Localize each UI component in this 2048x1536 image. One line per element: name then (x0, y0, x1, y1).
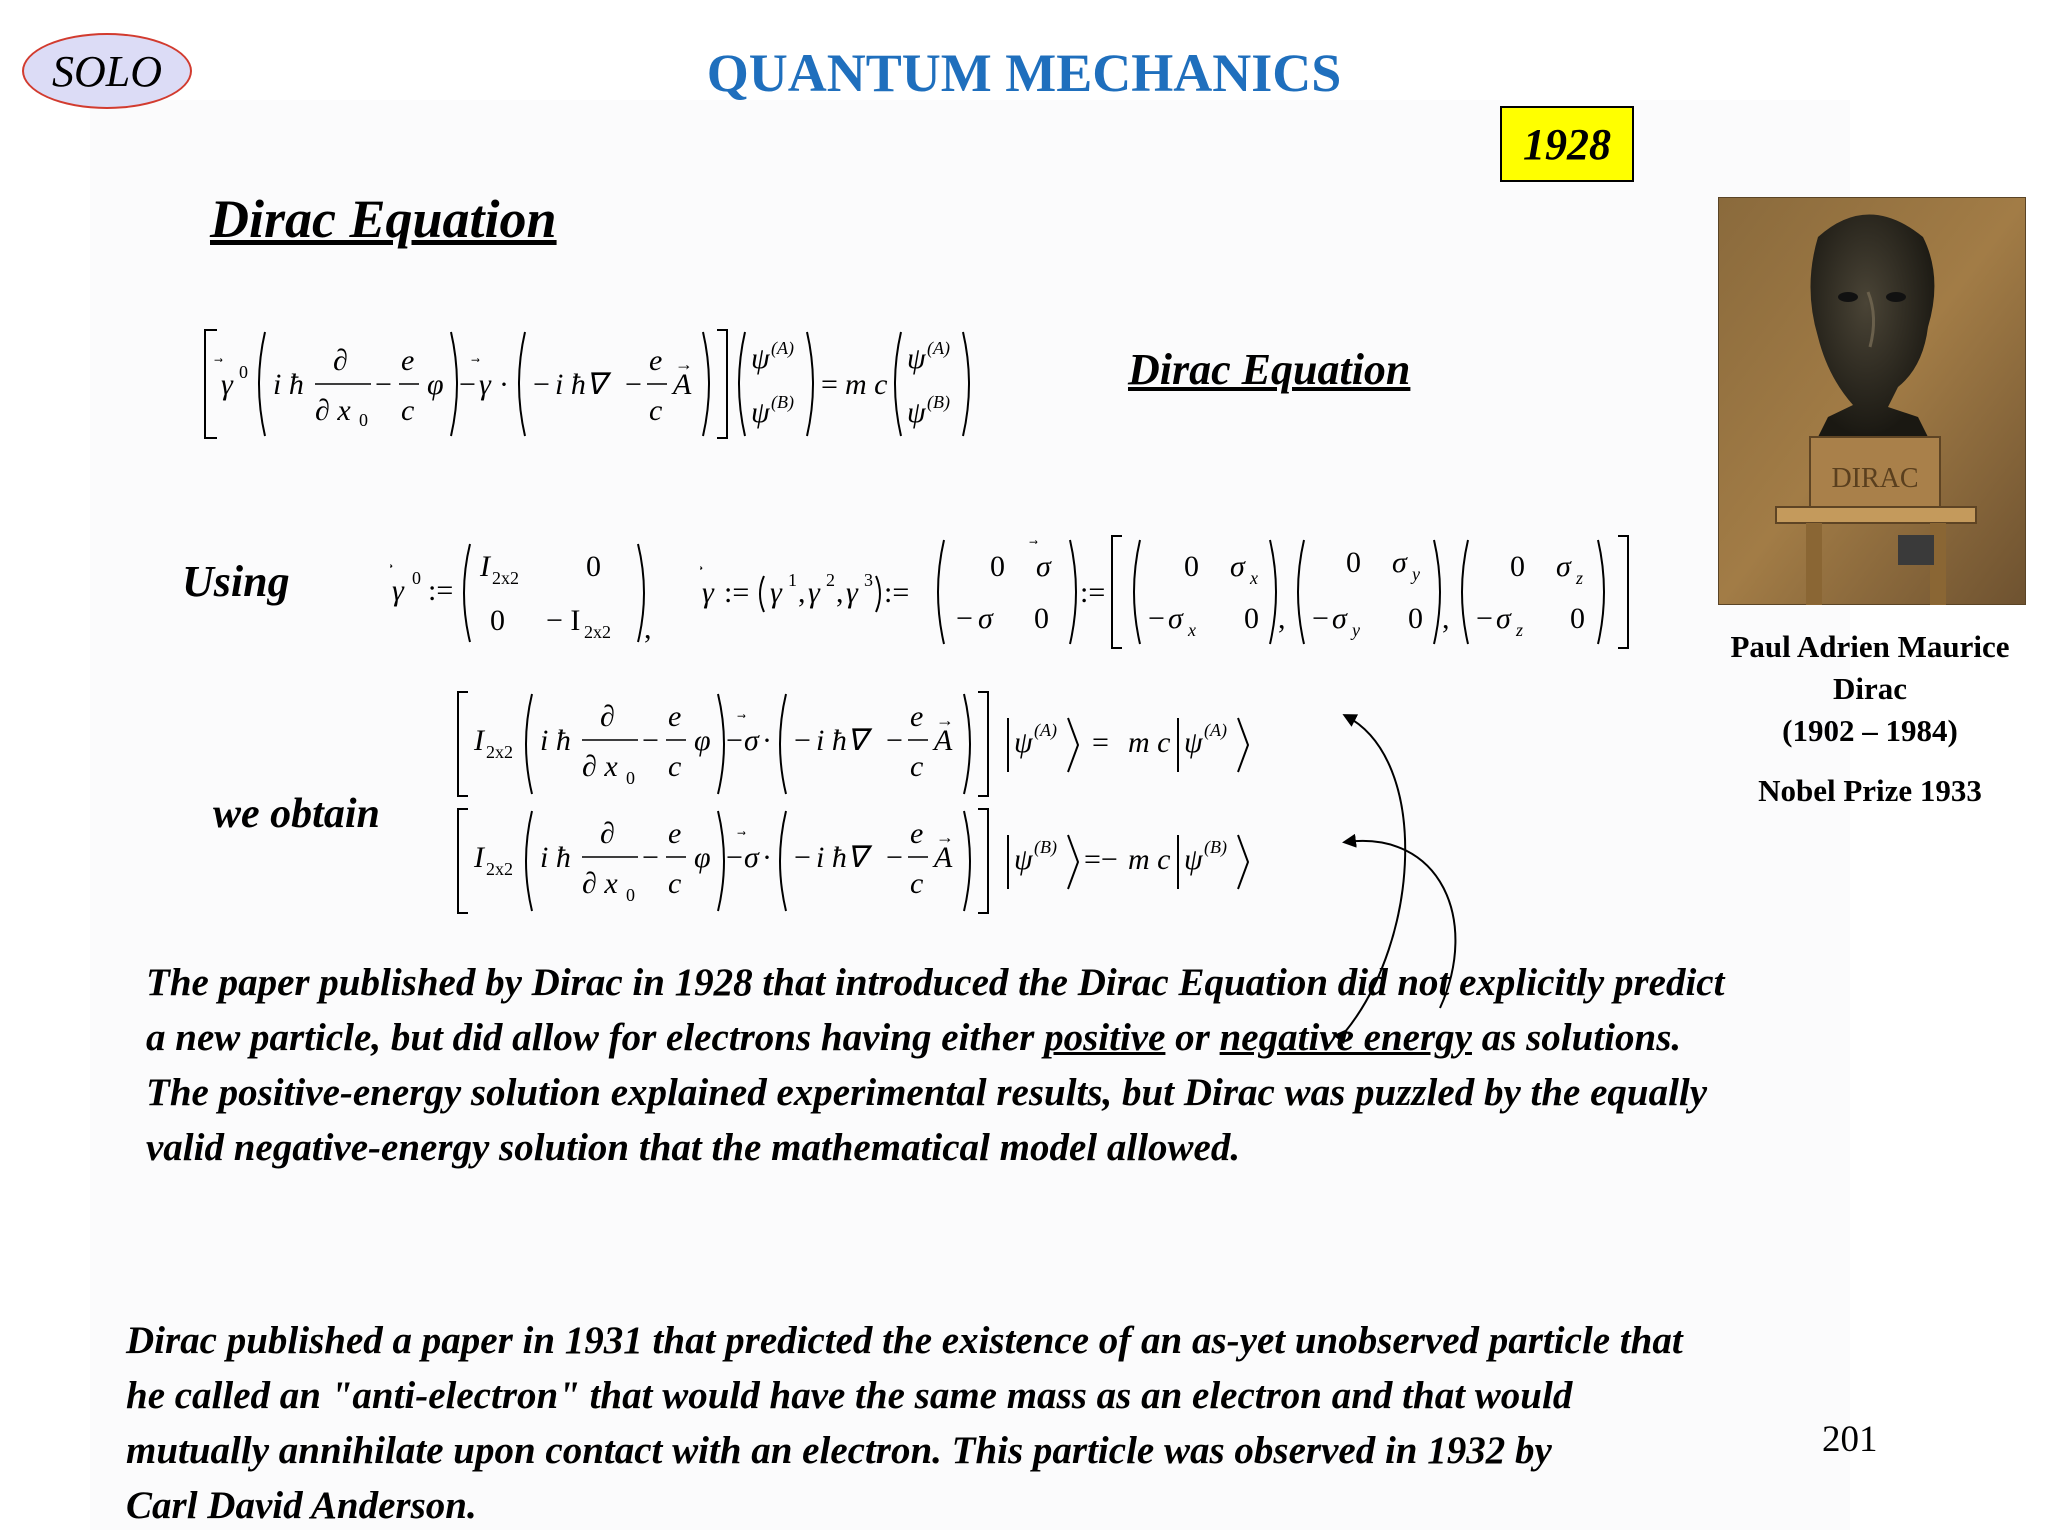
we-obtain-label: we obtain (213, 791, 380, 837)
paragraph-1931-line-3: mutually annihilate upon contact with an electron. This particle was observed in 1932 by (126, 1429, 1552, 1472)
svg-text::=: := (428, 574, 454, 607)
svg-text:σ: σ (1036, 550, 1051, 583)
svg-text:−: − (726, 724, 743, 757)
svg-text:i ħ∇: i ħ∇ (816, 724, 867, 757)
paragraph-1928 (146, 955, 2026, 1175)
svg-text:A: A (934, 841, 953, 874)
svg-text:−: − (1148, 602, 1165, 635)
svg-text:I: I (474, 724, 484, 757)
svg-text:∂: ∂ (600, 817, 615, 850)
svg-text:x: x (1250, 568, 1258, 588)
svg-text:0: 0 (626, 885, 635, 905)
svg-text:ψ: ψ (1184, 843, 1203, 876)
paragraph-1931-line-4: Carl David Anderson. (126, 1484, 477, 1527)
svg-text:−: − (794, 724, 811, 757)
svg-text:,: , (1442, 602, 1450, 635)
svg-text:−: − (642, 841, 659, 874)
svg-text:→: → (675, 354, 693, 374)
portrait-name-line-2: Dirac (1832, 671, 1908, 706)
svg-text:I: I (474, 841, 484, 874)
svg-text::=: := (1080, 576, 1106, 609)
svg-text:−: − (642, 724, 659, 757)
svg-text:2x2: 2x2 (492, 568, 519, 588)
svg-text:I: I (480, 550, 490, 583)
svg-text:γ: γ (221, 368, 233, 401)
svg-text:(B): (B) (771, 392, 794, 412)
svg-text:ψ: ψ (1014, 843, 1033, 876)
portrait-dates: (1902 – 1984) (1782, 713, 1958, 748)
svg-text:− I: − I (546, 604, 581, 637)
svg-text:−: − (533, 368, 550, 401)
svg-text:·: · (762, 724, 772, 757)
svg-text:z: z (1516, 620, 1524, 640)
svg-text:y: y (1352, 620, 1360, 640)
svg-text:,: , (836, 576, 844, 609)
svg-text:γ: γ (702, 576, 714, 609)
dirac-bust-photo (1718, 197, 2026, 605)
portrait-name-line-1: Paul Adrien Maurice (1730, 629, 2010, 664)
svg-text:m c: m c (1128, 843, 1171, 876)
svg-text:e: e (401, 344, 415, 377)
dirac-equation-label: Dirac Equation (1128, 345, 1411, 394)
svg-text:0: 0 (239, 362, 248, 382)
svg-text:,: , (798, 576, 806, 609)
svg-text:0: 0 (359, 410, 368, 430)
svg-text:(B): (B) (1204, 837, 1227, 857)
paragraph-1928-line-3: The positive-energy solution explained experimental results, but Dirac was puzzled by the equally (146, 1071, 1708, 1114)
svg-text:∂ x: ∂ x (582, 867, 618, 900)
svg-text:·: · (762, 841, 772, 874)
paragraph-1928-line-2: a new particle, but did allow for electrons having either positive or negative energy as solutions. (146, 1016, 1682, 1059)
svg-text:0: 0 (586, 550, 601, 583)
svg-text:·: · (499, 368, 509, 401)
positive-term: positive (1044, 1016, 1166, 1059)
svg-text:(B): (B) (927, 392, 950, 412)
svg-text:(A): (A) (771, 338, 794, 358)
svg-text:0: 0 (412, 568, 421, 588)
svg-text:σ: σ (978, 602, 993, 635)
svg-text:(A): (A) (1034, 720, 1057, 740)
svg-text:−: − (886, 724, 903, 757)
svg-text:=: = (821, 368, 838, 401)
svg-text:∂ x: ∂ x (582, 750, 618, 783)
svg-text:−: − (726, 841, 743, 874)
svg-text:2: 2 (826, 570, 835, 590)
paragraph-1931-line-2: he called an "anti-electron" that would have the same mass as an electron and that would (126, 1374, 1573, 1417)
negative-energy-term: negative energy (1219, 1016, 1472, 1059)
svg-text:ψ: ψ (907, 342, 926, 375)
svg-text:,: , (644, 612, 652, 645)
svg-text:3: 3 (864, 570, 873, 590)
svg-text:y: y (1412, 564, 1420, 584)
svg-text:ψ: ψ (751, 396, 770, 429)
svg-text:2x2: 2x2 (584, 622, 611, 642)
svg-text:γ: γ (392, 574, 404, 607)
svg-text:(B): (B) (1034, 837, 1057, 857)
svg-text:2x2: 2x2 (486, 742, 513, 762)
svg-text:i ħ∇: i ħ∇ (555, 368, 606, 401)
svg-text:i ħ: i ħ (540, 841, 571, 874)
using-label: Using (182, 557, 290, 606)
svg-text:e: e (649, 344, 663, 377)
svg-text:=: = (1092, 726, 1109, 759)
svg-text:e: e (910, 700, 924, 733)
svg-text:0: 0 (626, 768, 635, 788)
svg-text:φ: φ (694, 724, 711, 757)
svg-text:σ: σ (1496, 602, 1511, 635)
svg-text:−: − (886, 841, 903, 874)
svg-text:ψ: ψ (751, 342, 770, 375)
svg-text:0: 0 (490, 604, 505, 637)
svg-text:e: e (668, 700, 682, 733)
svg-text:σ: σ (1392, 546, 1407, 579)
svg-text:−: − (794, 841, 811, 874)
svg-text:σ: σ (1556, 550, 1571, 583)
svg-text:(A): (A) (927, 338, 950, 358)
svg-text:c: c (649, 394, 663, 427)
svg-text:(A): (A) (1204, 720, 1227, 740)
svg-text:c: c (910, 867, 924, 900)
svg-text:φ: φ (427, 368, 444, 401)
svg-text:γ: γ (479, 368, 491, 401)
page-number: 201 (1822, 1419, 1878, 1460)
svg-text:2x2: 2x2 (486, 859, 513, 879)
paragraph-1928-line-1: The paper published by Dirac in 1928 that introduced the Dirac Equation did not explicitly predict (146, 961, 1725, 1004)
svg-text:−: − (625, 368, 642, 401)
svg-text:z: z (1576, 568, 1584, 588)
svg-text:A: A (673, 368, 692, 401)
svg-text:→: → (936, 827, 954, 847)
svg-text:0: 0 (990, 550, 1005, 583)
paragraph-1928-line-4: valid negative-energy solution that the mathematical model allowed. (146, 1126, 1241, 1169)
svg-text:c: c (910, 750, 924, 783)
svg-text:0: 0 (1570, 602, 1585, 635)
svg-text::=: := (884, 576, 910, 609)
svg-text:x: x (1188, 620, 1196, 640)
svg-text:ψ: ψ (1014, 726, 1033, 759)
svg-text:0: 0 (1510, 550, 1525, 583)
svg-text:γ: γ (808, 576, 820, 609)
svg-text:c: c (668, 867, 682, 900)
paragraph-1931 (126, 1313, 2006, 1533)
svg-text:−: − (1312, 602, 1329, 635)
svg-text:σ: σ (1230, 550, 1245, 583)
svg-text:σ: σ (744, 724, 759, 757)
svg-text:−: − (956, 602, 973, 635)
svg-text:,: , (1278, 602, 1286, 635)
svg-text:c: c (668, 750, 682, 783)
svg-text:σ: σ (744, 841, 759, 874)
svg-text:∂: ∂ (333, 344, 348, 377)
slide-title: QUANTUM MECHANICS (706, 43, 1342, 103)
portrait-caption (1690, 626, 2048, 752)
svg-text:γ: γ (770, 576, 782, 609)
svg-text:0: 0 (1346, 546, 1361, 579)
svg-text:m c: m c (1128, 726, 1171, 759)
svg-text:A: A (934, 724, 953, 757)
paragraph-1931-line-1: Dirac published a paper in 1931 that predicted the existence of an as-yet unobserved particle that (126, 1319, 1683, 1362)
svg-text:∂: ∂ (600, 700, 615, 733)
svg-text:→: → (936, 710, 954, 730)
svg-text:i ħ∇: i ħ∇ (816, 841, 867, 874)
svg-text:0: 0 (1408, 602, 1423, 635)
svg-text:e: e (668, 817, 682, 850)
svg-text:i ħ: i ħ (273, 368, 304, 401)
svg-text:0: 0 (1034, 602, 1049, 635)
svg-text:i ħ: i ħ (540, 724, 571, 757)
section-heading: Dirac Equation (210, 189, 557, 249)
svg-text:m c: m c (845, 368, 888, 401)
svg-text::=: := (724, 576, 750, 609)
svg-text:=−: =− (1084, 843, 1118, 876)
svg-text:c: c (401, 394, 415, 427)
svg-text:−: − (1476, 602, 1493, 635)
bust-plaque-text: DIRAC (1831, 463, 1919, 494)
svg-text:γ: γ (846, 576, 858, 609)
svg-text:ψ: ψ (1184, 726, 1203, 759)
svg-text:e: e (910, 817, 924, 850)
svg-text:∂ x: ∂ x (315, 394, 351, 427)
svg-text:0: 0 (1184, 550, 1199, 583)
nobel-prize-label: Nobel Prize 1933 (1758, 773, 1982, 808)
svg-text:0: 0 (1244, 602, 1259, 635)
svg-text:σ: σ (1168, 602, 1183, 635)
svg-text:φ: φ (694, 841, 711, 874)
year-badge: 1928 (1500, 106, 1634, 182)
svg-text:−: − (459, 368, 476, 401)
svg-text:1: 1 (788, 570, 797, 590)
solo-logo: SOLO (22, 33, 192, 109)
svg-text:ψ: ψ (907, 396, 926, 429)
svg-text:−: − (375, 368, 392, 401)
svg-text:σ: σ (1332, 602, 1347, 635)
